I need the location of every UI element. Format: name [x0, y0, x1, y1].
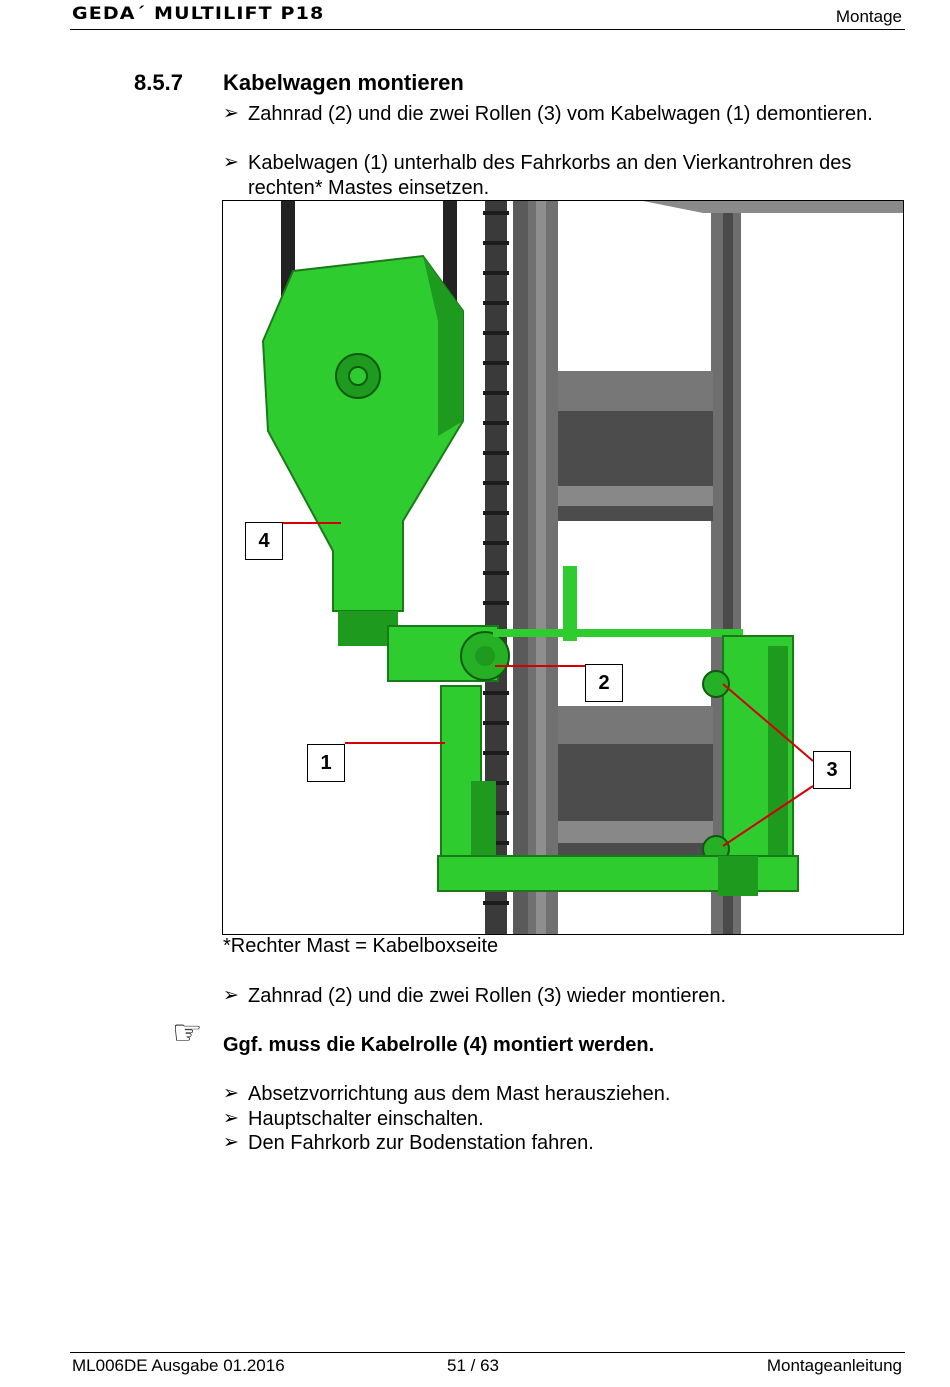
callout-3: 3	[813, 751, 851, 789]
arrow-bullet-icon: ➢	[223, 985, 239, 1006]
cable-trolley-illustration	[223, 201, 903, 934]
step-text: Den Fahrkorb zur Bodenstation fahren.	[248, 1132, 594, 1154]
arrow-bullet-icon: ➢	[223, 1083, 239, 1104]
list-item	[223, 984, 903, 1009]
step-text: Zahnrad (2) und die zwei Rollen (3) vom Kabelwagen (1) demontieren.	[248, 103, 873, 125]
arrow-bullet-icon: ➢	[223, 103, 239, 124]
list-item	[223, 1131, 903, 1156]
brand-logo: GEDA´ MULTILIFT P18	[72, 4, 325, 24]
arrow-bullet-icon: ➢	[223, 1108, 239, 1129]
section-name: Montage	[835, 7, 902, 26]
step-text: Zahnrad (2) und die zwei Rollen (3) wieder montieren.	[248, 985, 727, 1007]
callout-1: 1	[307, 744, 345, 782]
pointing-hand-icon: ☞	[172, 1014, 203, 1052]
arrow-bullet-icon: ➢	[223, 1132, 239, 1153]
list-item	[223, 1082, 903, 1107]
assembly-figure	[222, 200, 904, 935]
step-text: Hauptschalter einschalten.	[248, 1108, 484, 1130]
figure-caption: *Rechter Mast = Kabelboxseite	[223, 935, 499, 957]
step-text: Kabelwagen (1) unterhalb des Fahrkorbs an den Vierkantrohren des rechten* Mastes einsetzen.	[248, 152, 852, 199]
list-item	[223, 1107, 903, 1132]
footer-rule	[70, 1352, 905, 1353]
list-item	[223, 102, 903, 127]
callout-2: 2	[585, 664, 623, 702]
header-rule	[70, 29, 905, 30]
section-number: 8.5.7	[134, 70, 183, 95]
list-item	[223, 151, 903, 200]
note-text: Ggf. muss die Kabelrolle (4) montiert werden.	[223, 1034, 655, 1056]
section-title: Kabelwagen montieren	[223, 70, 464, 95]
callout-4: 4	[245, 522, 283, 560]
arrow-bullet-icon: ➢	[223, 152, 239, 173]
document-type: Montageanleitung	[766, 1356, 902, 1375]
document-id: ML006DE Ausgabe 01.2016	[72, 1356, 285, 1375]
page-number: 51 / 63	[447, 1356, 499, 1375]
step-text: Absetzvorrichtung aus dem Mast herausziehen.	[248, 1083, 671, 1105]
